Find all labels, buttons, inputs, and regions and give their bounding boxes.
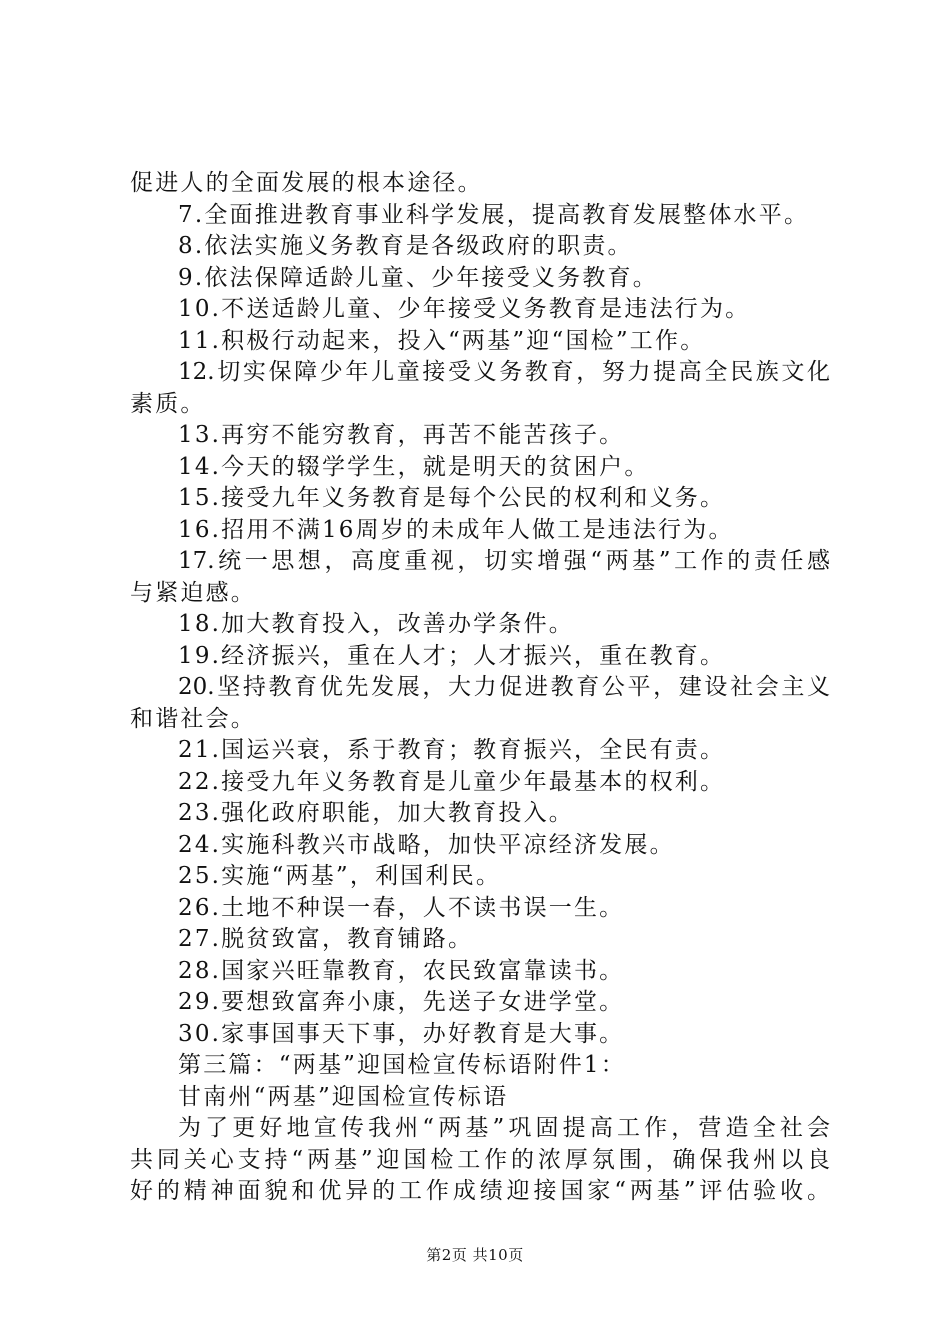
text-line: 15.接受九年义务教育是每个公民的权利和义务。 — [178, 485, 726, 511]
page-number: 第2页 共10页 — [426, 1246, 524, 1264]
text-line: 第三篇：“两基”迎国检宣传标语附件1： — [178, 1052, 626, 1078]
text-line: 与紧迫感。 — [130, 579, 256, 606]
page-footer — [0, 1244, 950, 1265]
text-line: 13.再穷不能穷教育，再苦不能苦孩子。 — [178, 422, 625, 448]
text-line: 17.统一思想，高度重视，切实增强“两基”工作的责任感 — [178, 548, 830, 574]
text-line: 8.依法实施义务教育是各级政府的职责。 — [178, 233, 633, 259]
text-line: 12.切实保障少年儿童接受义务教育，努力提高全民族文化 — [178, 359, 830, 385]
text-line: 22.接受九年义务教育是儿童少年最基本的权利。 — [178, 768, 726, 795]
text-line: 共同关心支持“两基”迎国检工作的浓厚氛围，确保我州以良 — [130, 1146, 830, 1173]
text-line: 促进人的全面发展的根本途径。 — [130, 170, 483, 196]
text-line: 为了更好地宣传我州“两基”巩固提高工作，营造全社会 — [178, 1115, 830, 1141]
text-line: 28.国家兴旺靠教育，农民致富靠读书。 — [178, 957, 625, 984]
text-line: 和谐社会。 — [130, 705, 256, 732]
text-line: 甘南州“两基”迎国检宣传标语 — [178, 1083, 509, 1110]
text-line: 30.家事国事天下事，办好教育是大事。 — [178, 1020, 625, 1047]
text-line: 21.国运兴衰，系于教育；教育振兴，全民有责。 — [178, 737, 726, 763]
text-line: 7.全面推进教育事业科学发展，提高教育发展整体水平。 — [178, 201, 810, 228]
text-line: 29.要想致富奔小康，先送子女进学堂。 — [178, 989, 625, 1015]
text-line: 好的精神面貌和优异的工作成绩迎接国家“两基”评估验收。 — [130, 1178, 830, 1204]
text-line: 20.坚持教育优先发展，大力促进教育公平，建设社会主义 — [178, 674, 830, 700]
text-line: 14.今天的辍学学生，就是明天的贫困户。 — [178, 453, 650, 480]
text-line: 19.经济振兴，重在人才；人才振兴，重在教育。 — [178, 642, 726, 669]
text-line: 18.加大教育投入，改善办学条件。 — [178, 611, 574, 637]
text-line: 24.实施科教兴市战略，加快平凉经济发展。 — [178, 831, 675, 858]
document-body — [130, 168, 830, 1208]
text-line: 11.积极行动起来，投入“两基”迎“国检”工作。 — [178, 327, 706, 354]
text-line: 16.招用不满16周岁的未成年人做工是违法行为。 — [178, 516, 734, 543]
text-line: 23.强化政府职能，加大教育投入。 — [178, 800, 574, 826]
text-line: 9.依法保障适龄儿童、少年接受义务教育。 — [178, 264, 658, 291]
text-line: 素质。 — [130, 390, 206, 417]
text-line: 10.不送适龄儿童、少年接受义务教育是违法行为。 — [178, 296, 751, 322]
text-line: 27.脱贫致富，教育铺路。 — [178, 926, 474, 952]
text-line: 26.土地不种误一春，人不读书误一生。 — [178, 894, 625, 921]
text-line: 25.实施“两基”，利国利民。 — [178, 863, 502, 889]
